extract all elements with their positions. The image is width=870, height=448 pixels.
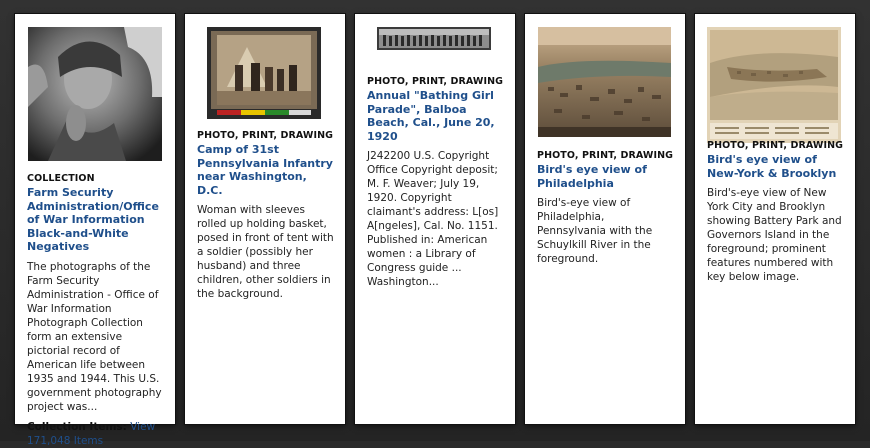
result-description: Woman with sleeves rolled up holding basket, posed in front of tent with a soldier (possibly her husband) and three children, other soldiers in the background. [197,204,334,300]
format-label: PHOTO, PRINT, DRAWING [537,150,674,161]
result-card-photo [525,14,685,424]
result-title-link[interactable]: Bird's eye view of Philadelphia [537,163,647,190]
collection-items [27,420,165,448]
photo-thumbnail-icon [28,27,162,161]
result-title-link[interactable]: Annual "Bathing Girl Parade", Balboa Beach, Cal., June 20, 1920 [367,89,495,143]
thumbnail-new-york-brooklyn[interactable] [707,27,841,143]
thumbnail-migrant-mother[interactable] [28,27,162,161]
result-description: J242200 U.S. Copyright Office Copyright deposit; M. F. Weaver; July 19, 1920. Copyright claimant's address: L[os] A[ngeles], Cal. No. 1151. Published in: American women : a Library of Congress guide ... Washington... [367,150,499,288]
result-description: The photographs of the Farm Security Administration - Office of War Information Photograph Collection form an extensive pictorial record of American life between 1935 and 1944. This U.S. government photography project was... [27,260,162,413]
photo-thumbnail-icon [207,27,321,119]
view-items-link[interactable]: View 171,048 Items [27,420,156,447]
result-card-photo [185,14,345,424]
result-title-link[interactable]: Camp of 31st Pennsylvania Infantry near Washington, D.C. [197,143,333,197]
map-thumbnail-icon [707,27,841,143]
result-card-photo [355,14,515,424]
result-title-link[interactable]: Farm Security Administration/Office of War Information Black-and-White Negatives [27,186,159,253]
thumbnail-bathing-girl-parade[interactable] [377,27,491,50]
photo-thumbnail-icon [377,27,491,50]
result-card-collection [15,14,175,447]
format-label: PHOTO, PRINT, DRAWING [707,140,844,151]
format-label: COLLECTION [27,173,95,184]
collection-items-label: Collection Items: [27,420,127,433]
map-thumbnail-icon [538,27,671,137]
thumbnail-philadelphia-view[interactable] [538,27,671,137]
result-description: Bird's-eye view of Philadelphia, Pennsylvania with the Schuylkill River in the foreground. [537,197,653,265]
format-label: PHOTO, PRINT, DRAWING [367,76,504,87]
format-label: PHOTO, PRINT, DRAWING [197,130,334,141]
thumbnail-camp-pennsylvania[interactable] [207,27,321,119]
result-card-photo [695,14,855,424]
result-description: Bird's-eye view of New York City and Brooklyn showing Battery Park and Governors Island in the foreground; prominent features numbered with key below image. [707,187,842,283]
result-title-link[interactable]: Bird's eye view of New-York & Brooklyn [707,153,837,180]
